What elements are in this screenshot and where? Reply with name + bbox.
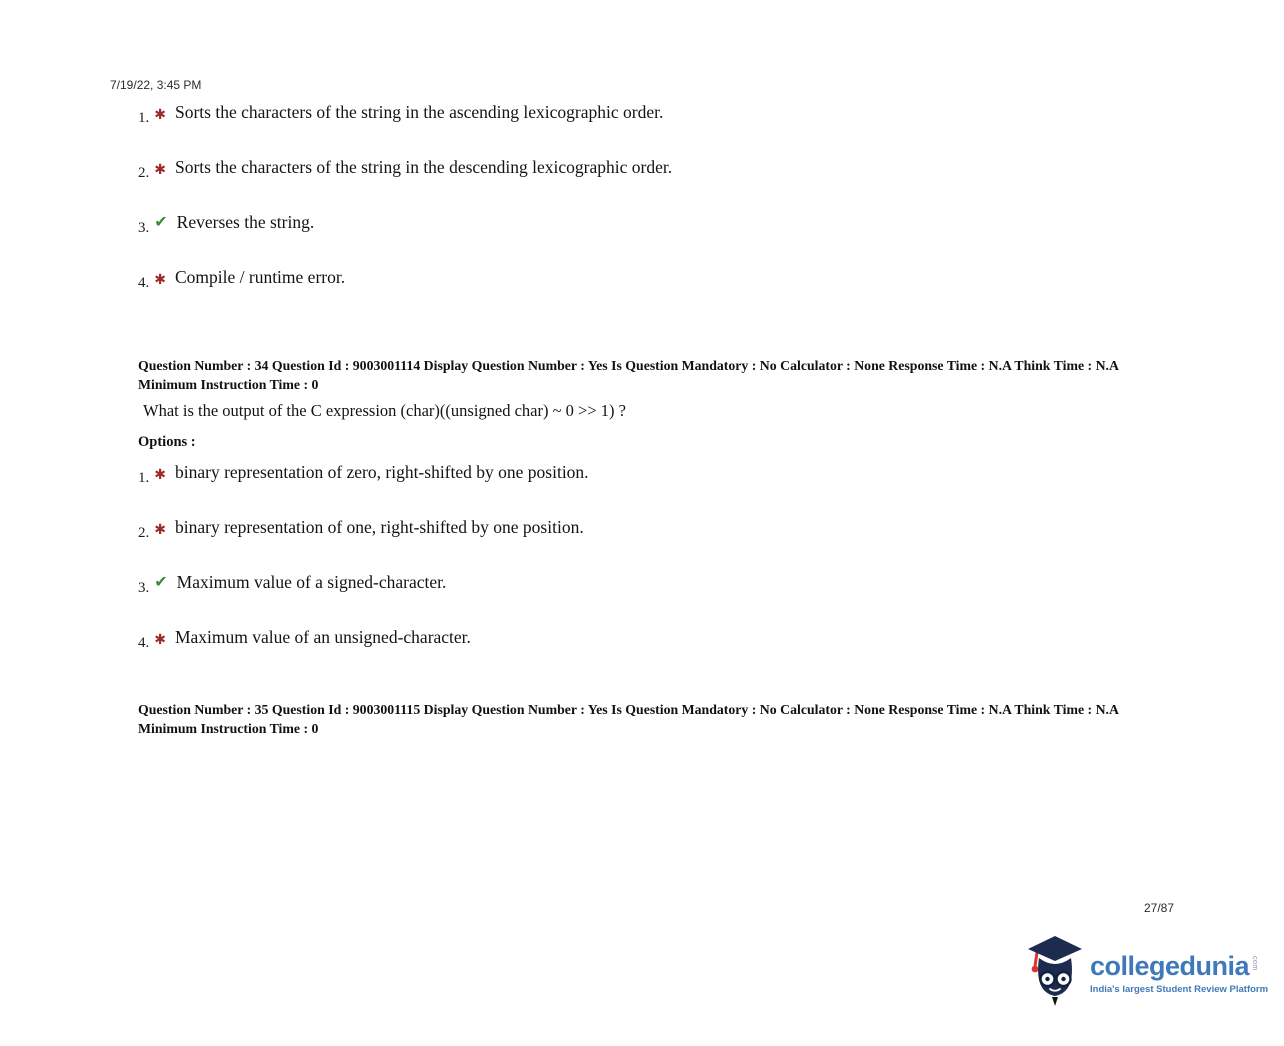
- correct-answer-icon: ✔: [154, 574, 168, 591]
- question-34-meta: Question Number : 34 Question Id : 9003001114 Display Question Number : Yes Is Question Mandatory : No Calculator : None Response Time : N.A Think Time : N.A Minimum Instruction Time : 0: [138, 358, 1119, 392]
- options-label: Options :: [138, 434, 196, 450]
- option-row: [138, 627, 1123, 650]
- option-row: [138, 212, 1038, 235]
- page-number: 27/87: [1144, 901, 1175, 915]
- option-text: Compile / runtime error.: [174, 267, 346, 287]
- wrong-answer-icon: ✱: [154, 163, 166, 178]
- wrong-answer-icon: ✱: [154, 633, 166, 648]
- wrong-answer-icon: ✱: [154, 523, 166, 538]
- option-row: [138, 517, 1123, 540]
- option-text: Maximum value of an unsigned-character.: [174, 627, 471, 647]
- correct-answer-icon: ✔: [154, 214, 168, 231]
- question-34-options: [138, 462, 1123, 650]
- option-row: [138, 157, 1038, 180]
- option-number: 2.: [138, 525, 150, 541]
- question-35-block: [138, 700, 1123, 738]
- logo-text: [1090, 952, 1268, 994]
- brand-row: [1090, 952, 1268, 980]
- wrong-answer-icon: ✱: [154, 273, 166, 288]
- collegedunia-logo: [1026, 934, 1268, 1013]
- brand-suffix: com: [1251, 956, 1259, 972]
- option-text: Sorts the characters of the string in the descending lexicographic order.: [174, 157, 673, 177]
- wrong-answer-icon: ✱: [154, 108, 166, 123]
- brand-tagline: India's largest Student Review Platform: [1090, 983, 1269, 995]
- option-row: [138, 102, 1038, 125]
- option-row: [138, 572, 1123, 595]
- brand-name: collegedunia: [1090, 951, 1250, 982]
- option-text: binary representation of zero, right-shifted by one position.: [174, 462, 589, 482]
- print-timestamp: 7/19/22, 3:45 PM: [110, 78, 202, 92]
- option-number: 2.: [138, 165, 150, 181]
- option-text: binary representation of one, right-shifted by one position.: [174, 517, 584, 537]
- collegedunia-mascot-icon: [1026, 934, 1084, 1013]
- option-text: Maximum value of a signed-character.: [176, 572, 447, 592]
- option-number: 3.: [138, 580, 150, 596]
- question-35-meta: Question Number : 35 Question Id : 9003001115 Display Question Number : Yes Is Question Mandatory : No Calculator : None Response Time : N.A Think Time : N.A Minimum Instruction Time : 0: [138, 702, 1119, 736]
- question-34-text: What is the output of the C expression (char)((unsigned char) ~ 0 >> 1) ?: [143, 401, 626, 420]
- option-number: 3.: [138, 220, 150, 236]
- option-number: 4.: [138, 635, 150, 651]
- option-number: 1.: [138, 110, 150, 126]
- previous-question-options: [138, 102, 1038, 322]
- wrong-answer-icon: ✱: [154, 468, 166, 483]
- question-34-block: [138, 356, 1123, 682]
- option-number: 1.: [138, 470, 150, 486]
- option-text: Reverses the string.: [176, 212, 315, 232]
- option-row: [138, 267, 1038, 290]
- option-text: Sorts the characters of the string in the ascending lexicographic order.: [174, 102, 664, 122]
- option-row: [138, 462, 1123, 485]
- option-number: 4.: [138, 275, 150, 291]
